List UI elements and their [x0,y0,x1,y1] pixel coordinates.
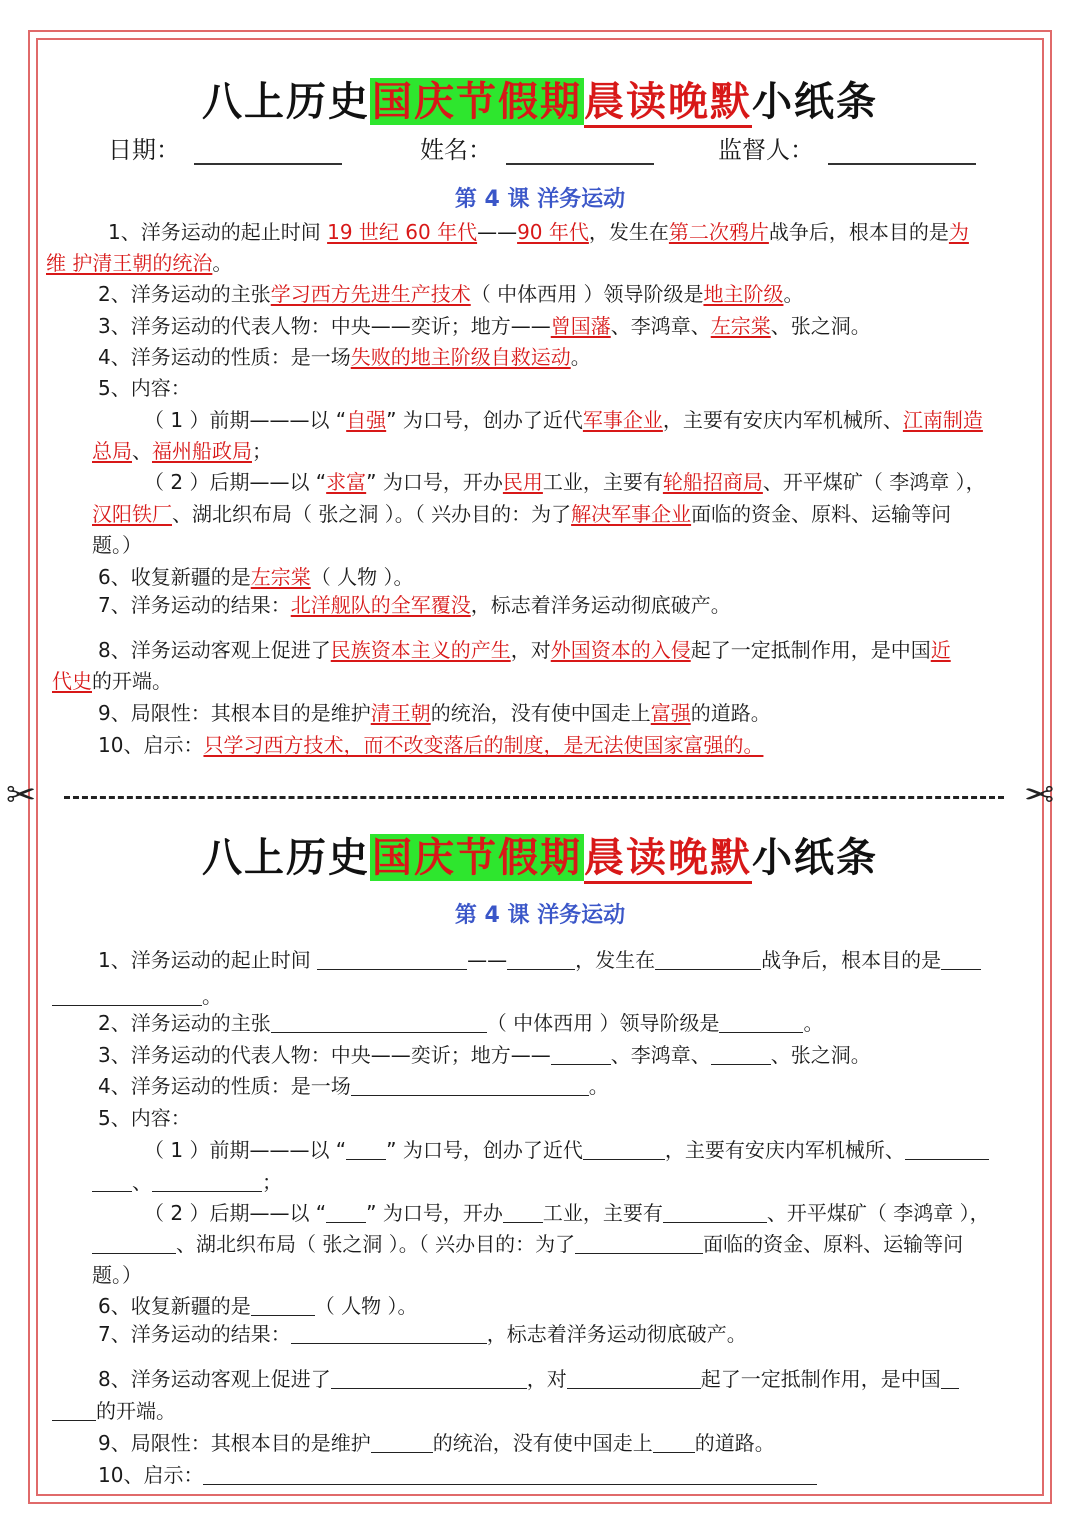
text: 、张之洞。 [770,314,871,338]
title-prefix: 八上历史 [202,78,370,125]
text: 、李鸿章、 [610,1043,711,1067]
bottom-item-5-1 [144,1136,989,1164]
text: （ 2 ）后期——以 “ [144,470,327,494]
text: ； [262,1170,282,1194]
bottom-item-1 [98,946,981,974]
answer: 北洋舰队的全军覆没 [290,593,471,617]
title-highlight: 国庆节假期 [372,78,582,125]
answer-blank[interactable] [567,1368,701,1389]
page-title [0,70,1080,127]
text: ，对 [510,638,551,662]
supervisor-blank[interactable] [828,139,976,165]
text: ，对 [526,1367,567,1391]
bottom-item-4 [98,1072,609,1100]
supervisor-field[interactable] [718,130,976,165]
bottom-item-5-2-cont [92,1230,963,1258]
text: ，发生在 [588,220,669,244]
answer-blank[interactable] [346,1139,386,1160]
supervisor-label: 监督人： [718,136,814,164]
top-item-2 [98,280,803,308]
bottom-item-5-1-cont [92,1168,282,1196]
answer: 汉阳铁厂 [92,502,172,526]
text: （ 中体西用 ）领导阶级是 [470,282,704,306]
text: 、张之洞。 [770,1043,871,1067]
text: ； [252,439,272,463]
cut-line [64,796,1004,799]
answer: 清王朝 [370,701,431,725]
bottom-item-8-cont [52,1397,176,1425]
text: 8、洋务运动客观上促进了 [98,1367,331,1391]
answer-blank[interactable] [551,1044,611,1065]
answer-blank[interactable] [271,1012,487,1033]
text: 9、局限性：其根本目的是维护 [98,1431,371,1455]
bottom-item-5-2-end [92,1261,142,1289]
answer-blank[interactable] [326,1202,366,1223]
answer-blank[interactable] [371,1432,433,1453]
text: 的统治，没有使中国走上 [430,701,651,725]
text: —— [477,220,518,244]
top-item-1-cont [46,249,232,277]
answer: 外国资本的入侵 [550,638,691,662]
text: 5、内容： [98,1106,191,1130]
text: —— [467,948,508,972]
answer: 第二次鸦片 [668,220,769,244]
top-item-9 [98,699,771,727]
answer: 军事企业 [582,408,663,432]
answer-blank[interactable] [52,985,202,1006]
top-item-7 [98,591,731,619]
answer: 代史 [52,669,92,693]
text: 3、洋务运动的代表人物：中央——奕䜣；地方—— [98,314,551,338]
text: （ 1 ）前期———以 “ [144,1138,347,1162]
text: 工业，主要有 [542,470,663,494]
text: ” 为口号，创办了近代 [386,1138,583,1162]
text: 的统治，没有使中国走上 [432,1431,653,1455]
top-item-8 [98,636,951,664]
text: 4、洋务运动的性质：是一场 [98,1074,351,1098]
name-label: 姓名： [420,136,492,164]
bottom-item-3 [98,1041,871,1069]
title-prefix: 八上历史 [202,834,370,881]
answer: 19 世纪 60 年代 [327,220,478,244]
date-label: 日期： [108,136,180,164]
answer-blank[interactable] [719,1012,803,1033]
text: ，标志着洋务运动彻底破产。 [486,1322,747,1346]
lesson-heading: 第 4 课 洋务运动 [454,187,626,212]
top-item-5-1 [144,406,983,434]
bottom-item-6 [98,1292,417,1320]
answer-blank[interactable] [52,1400,96,1421]
bottom-item-5 [98,1104,191,1132]
bottom-item-2 [98,1009,823,1037]
text: 、湖北织布局（ 张之洞 ）。（ 兴办目的：为了 [172,502,572,526]
answer-blank[interactable] [583,1139,665,1160]
text: （ 1 ）前期———以 “ [144,408,347,432]
answer: 解决军事企业 [571,502,692,526]
answer: 自强 [346,408,387,432]
text: 、 [132,1170,152,1194]
top-item-5-2 [144,468,986,496]
text: 。 [783,282,804,306]
text: 4、洋务运动的性质：是一场 [98,345,351,369]
text: ” 为口号，开办 [366,470,503,494]
text: 、开平煤矿（ 李鸿章 ）， [762,470,986,494]
answer: 曾国藩 [550,314,611,338]
answer-blank[interactable] [941,1368,959,1389]
answer-blank[interactable] [905,1139,989,1160]
text: 战争后，根本目的是 [761,948,942,972]
text: 1、洋务运动的起止时间 [98,948,318,972]
text: 的开端。 [92,669,172,693]
top-item-4 [98,343,591,371]
text: 10、启示： [98,1463,204,1487]
answer: 民族资本主义的产生 [330,638,511,662]
bottom-item-7 [98,1320,747,1348]
answer-blank[interactable] [655,949,761,970]
text: 7、洋务运动的结果： [98,593,291,617]
text: ，标志着洋务运动彻底破产。 [470,593,731,617]
text: ” 为口号，创办了近代 [386,408,583,432]
bottom-item-1-cont [52,982,222,1010]
scissors-icon: ✂ [1024,775,1055,816]
bottom-item-10 [98,1461,817,1489]
top-item-5-2-end [92,531,142,559]
answer-blank[interactable] [503,1202,543,1223]
text: （ 人物 ）。 [314,1294,418,1318]
text: ，发生在 [575,948,656,972]
answer: 江南制造 [902,408,983,432]
answer-blank[interactable] [152,1171,262,1192]
bottom-item-9 [98,1429,775,1457]
bottom-item-5-2 [144,1199,990,1227]
answer: 只学习西方技术，而不改变落后的制度，是无法使国家富强的。 [203,733,764,757]
answer: 90 年代 [517,220,589,244]
text: （ 人物 ）。 [310,565,414,589]
text: ” 为口号，开办 [366,1201,503,1225]
text: ，主要有安庆内军机械所、 [662,408,903,432]
lesson-heading-2: 第 4 课 洋务运动 [454,903,626,928]
date-blank[interactable] [194,139,342,165]
answer-blank[interactable] [575,1233,703,1254]
answer-blank[interactable] [653,1432,695,1453]
name-field[interactable] [420,130,654,165]
text: 2、洋务运动的主张 [98,1011,271,1035]
title-red: 晨读晚默 [584,834,752,884]
title-highlight: 国庆节假期 [372,834,582,881]
answer: 左宗棠 [710,314,771,338]
answer-blank[interactable] [92,1233,176,1254]
text: 的道路。 [690,701,771,725]
text: 起了一定抵制作用，是中国 [700,1367,941,1391]
answer-blank[interactable] [941,949,981,970]
name-blank[interactable] [506,139,654,165]
answer-blank[interactable] [507,949,575,970]
answer-blank[interactable] [291,1323,487,1344]
text: 7、洋务运动的结果： [98,1322,291,1346]
title-suffix: 小纸条 [752,834,878,881]
text: 工业，主要有 [542,1201,663,1225]
answer: 近 [930,638,951,662]
text: 、开平煤矿（ 李鸿章 ）， [766,1201,990,1225]
text: （ 中体西用 ）领导阶级是 [486,1011,720,1035]
answer: 总局 [92,439,132,463]
text: ，主要有安庆内军机械所、 [664,1138,905,1162]
answer: 维 护清王朝的统治 [46,251,213,275]
text: （ 2 ）后期——以 “ [144,1201,327,1225]
answer: 福州船政局 [152,439,252,463]
top-item-5-2-cont [92,500,951,528]
answer-blank[interactable] [331,1368,527,1389]
answer-blank[interactable] [203,1464,817,1485]
text: 战争后，根本目的是 [768,220,949,244]
text: 。 [570,345,591,369]
answer-blank[interactable] [251,1295,315,1316]
text: 8、洋务运动客观上促进了 [98,638,331,662]
text: 的道路。 [694,1431,775,1455]
answer: 地主阶级 [703,282,784,306]
answer-blank[interactable] [711,1044,771,1065]
bottom-item-8 [98,1365,959,1393]
text: 6、收复新疆的是 [98,1294,251,1318]
date-field[interactable] [108,130,342,165]
text: 面临的资金、原料、运输等问 [703,1232,964,1256]
top-item-5-1-cont [92,437,272,465]
text: 。 [212,251,233,275]
answer: 失败的地主阶级自救运动 [350,345,571,369]
scissors-icon: ✂ [6,775,37,816]
text: 的开端。 [96,1399,176,1423]
top-item-1 [108,218,969,246]
answer-blank[interactable] [317,949,467,970]
text: 1、洋务运动的起止时间 [108,220,328,244]
text: 、李鸿章、 [610,314,711,338]
top-item-8-cont [52,667,172,695]
page-title-2 [0,826,1080,883]
text: 、湖北织布局（ 张之洞 ）。（ 兴办目的：为了 [176,1232,576,1256]
text: 面临的资金、原料、运输等问 [691,502,952,526]
answer-blank[interactable] [92,1171,132,1192]
top-item-6 [98,563,413,591]
text: 。 [803,1011,824,1035]
text: 、 [132,439,152,463]
text: 6、收复新疆的是 [98,565,251,589]
top-item-5 [98,374,191,402]
answer: 求富 [326,470,367,494]
answer: 民用 [502,470,543,494]
top-item-10 [98,731,763,759]
answer: 为 [948,220,969,244]
text: 。 [588,1074,609,1098]
top-item-3 [98,312,871,340]
text: 。 [202,984,222,1008]
answer-blank[interactable] [663,1202,767,1223]
text: 题。） [92,533,142,557]
answer: 左宗棠 [250,565,311,589]
text: 9、局限性：其根本目的是维护 [98,701,371,725]
text: 2、洋务运动的主张 [98,282,271,306]
answer-blank[interactable] [351,1075,589,1096]
title-suffix: 小纸条 [752,78,878,125]
title-red: 晨读晚默 [584,78,752,128]
text: 题。） [92,1263,142,1287]
text: 3、洋务运动的代表人物：中央——奕䜣；地方—— [98,1043,551,1067]
answer: 轮船招商局 [662,470,763,494]
text: 5、内容： [98,376,191,400]
text: 10、启示： [98,733,204,757]
answer: 学习西方先进生产技术 [270,282,471,306]
text: 起了一定抵制作用，是中国 [690,638,931,662]
answer: 富强 [650,701,691,725]
